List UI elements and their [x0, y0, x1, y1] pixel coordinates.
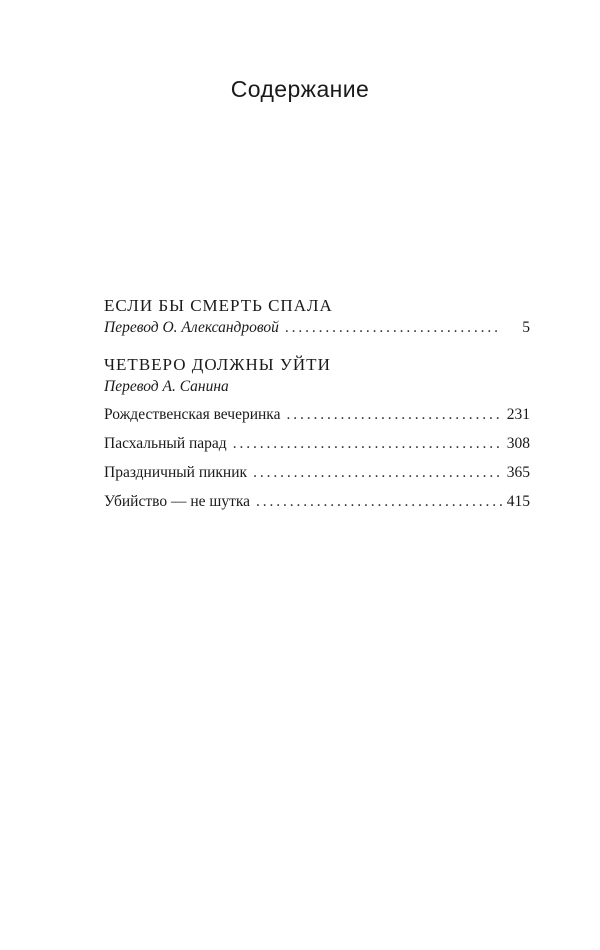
toc-entry[interactable]: [104, 433, 530, 462]
toc-entry[interactable]: [104, 404, 530, 433]
toc-section-2: [104, 353, 530, 520]
entry-title: Праздничный пикник: [104, 464, 248, 481]
entry-title: Рождественская вечеринка: [104, 406, 281, 423]
entry-title: Пасхальный парад: [104, 435, 227, 452]
entry-title: Убийство — не шутка: [104, 493, 251, 510]
page-number: 308: [506, 435, 530, 452]
dot-leader: [253, 462, 503, 484]
dot-leader: [256, 491, 503, 513]
page-number: 5: [522, 319, 530, 336]
page-title: Содержание: [230, 76, 370, 102]
dot-leader: [233, 433, 503, 455]
dot-leader: [287, 404, 503, 426]
dot-leader: [285, 317, 498, 339]
toc-entry-translator[interactable]: [104, 317, 530, 339]
toc-entry[interactable]: [104, 462, 530, 491]
table-of-contents: [104, 294, 530, 528]
section-title: ЕСЛИ БЫ СМЕРТЬ СПАЛА: [104, 296, 333, 315]
translator-credit: Перевод А. Санина: [104, 378, 229, 395]
page-number: 365: [506, 464, 530, 481]
page-number: 231: [506, 406, 530, 423]
translator-credit: Перевод О. Александровой: [104, 319, 279, 336]
page-number: 415: [506, 493, 530, 510]
toc-entries: [104, 404, 530, 520]
section-title: ЧЕТВЕРО ДОЛЖНЫ УЙТИ: [104, 355, 331, 374]
toc-entry[interactable]: [104, 491, 530, 520]
toc-section-1: [104, 294, 530, 339]
